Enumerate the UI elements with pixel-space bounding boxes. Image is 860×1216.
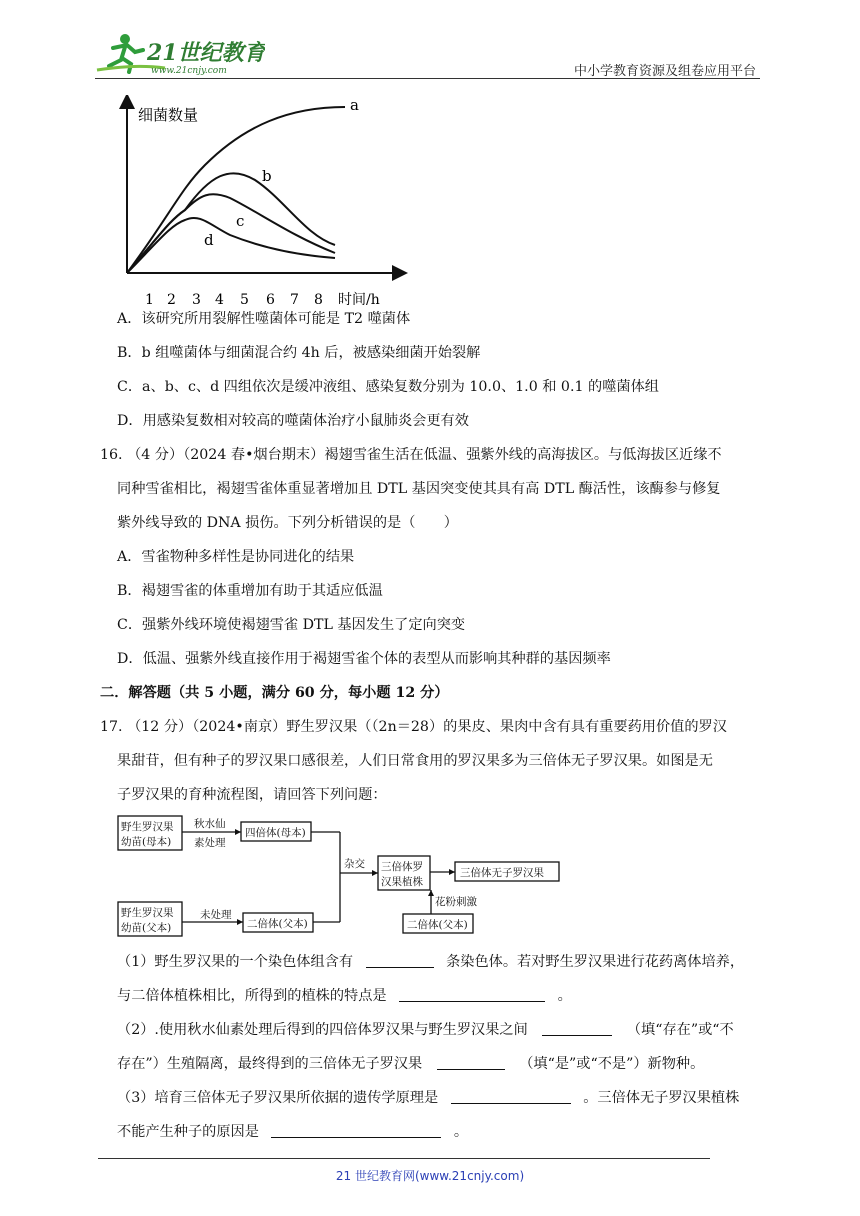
q17-part2-line1 (117, 1019, 734, 1039)
q15-option-b: B．b 组噬菌体与细菌混合约 4h 后，被感染细菌开始裂解 (117, 345, 481, 361)
q16-stem-line1: 16. （4 分）（2024 春•烟台期末）褐翅雪雀生活在低温、强紫外线的高海拔区。与低海拔区近缘不 (100, 447, 722, 463)
label-a: a (350, 96, 359, 114)
q17-p1c: 与二倍体植株相比，所得到的植株的特点是 (117, 988, 387, 1004)
breeding-flowchart (115, 810, 575, 942)
tick-3: 3 (192, 292, 201, 305)
y-axis-label: 细菌数量 (138, 106, 199, 124)
curve-a (127, 107, 345, 273)
answer-blank-5[interactable] (451, 1089, 571, 1104)
label-c: c (236, 212, 245, 230)
seedless-label: 三倍体无子罗汉果 (460, 867, 544, 879)
answer-blank-1[interactable] (366, 953, 434, 968)
q16-stem-line3: 紫外线导致的 DNA 损伤。下列分析错误的是（ ） (117, 515, 458, 531)
label-d: d (204, 231, 214, 249)
q15-option-c: C．a、b、c、d 四组依次是缓冲液组、感染复数分别为 10.0、1.0 和 0.1 的噬菌体组 (117, 379, 659, 395)
footer-divider (98, 1158, 710, 1159)
q17-p3d: 。 (453, 1124, 469, 1140)
tick-2: 2 (167, 292, 176, 305)
answer-blank-3[interactable] (542, 1021, 612, 1036)
q17-p1a: （1）野生罗汉果的一个染色体组含有 (117, 954, 354, 970)
tick-6: 6 (266, 292, 275, 305)
q17-part3-line1 (117, 1087, 739, 1107)
label-b: b (262, 167, 272, 185)
q17-p1b: 条染色体。若对野生罗汉果进行花药离体培养， (446, 954, 745, 970)
wild-mother-line1: 野生罗汉果 (121, 821, 174, 833)
platform-name: 中小学教育资源及组卷应用平台 (573, 64, 756, 79)
q17-p2d: （填“是”或“不是”）新物种。 (519, 1056, 705, 1072)
curve-c (127, 194, 335, 273)
section-heading: 二．解答题（共 5 小题，满分 60 分，每小题 12 分） (100, 685, 449, 701)
q16-option-a: A．雪雀物种多样性是协同进化的结果 (117, 549, 355, 565)
tick-8: 8 (314, 292, 323, 305)
q17-stem-line2: 果甜苷，但有种子的罗汉果口感很差，人们日常食用的罗汉果多为三倍体无子罗汉果。如图是无 (117, 753, 713, 769)
diploid-father-label: 二倍体(父本) (247, 918, 308, 930)
wild-father-line1: 野生罗汉果 (121, 907, 174, 919)
q17-p2a: （2）.使用秋水仙素处理后得到的四倍体罗汉果与野生罗汉果之间 (117, 1022, 528, 1038)
footer-link[interactable]: 21 世纪教育网(www.21cnjy.com) (335, 1169, 525, 1183)
wild-father-line2: 幼苗(父本) (121, 922, 172, 934)
q17-part1-line2 (117, 985, 572, 1005)
wild-mother-line2: 幼苗(母本) (121, 836, 172, 848)
q15-option-d: D．用感染复数相对较高的噬菌体治疗小鼠肺炎会更有效 (117, 413, 469, 429)
tetraploid-label: 四倍体(母本) (245, 827, 306, 839)
q16-option-b: B．褐翅雪雀的体重增加有助于其适应低温 (117, 583, 383, 599)
triploid-line1: 三倍体罗 (381, 861, 423, 873)
q16-option-c: C．强紫外线环境使褐翅雪雀 DTL 基因发生了定向突变 (117, 617, 466, 633)
logo-sub-text: www.21cnjy.com (151, 66, 227, 76)
q17-p2c: 存在”）生殖隔离，最终得到的三倍体无子罗汉果 (117, 1056, 423, 1072)
logo-main-text: 21世纪教育 (147, 40, 265, 66)
colchicine-line2: 素处理 (194, 837, 226, 849)
q17-part1-line1 (117, 951, 744, 971)
pollen-label: 花粉刺激 (435, 896, 477, 908)
q17-part2-line2 (117, 1053, 704, 1073)
x-ticks (145, 292, 323, 305)
q17-p1d: 。 (557, 988, 572, 1004)
site-logo (95, 30, 265, 76)
q17-stem-line1: 17. （12 分）（2024•南京）野生罗汉果（（2n＝28）的果皮、果肉中含有具有重要药用价值的罗汉 (100, 719, 727, 735)
curve-d (127, 218, 335, 273)
answer-blank-6[interactable] (271, 1123, 441, 1138)
bacteria-growth-graph (110, 95, 410, 305)
q17-p3c: 不能产生种子的原因是 (117, 1124, 259, 1140)
triploid-line2: 汉果植株 (381, 876, 423, 888)
answer-blank-4[interactable] (437, 1055, 505, 1070)
q17-p2b: （填“存在”或“不 (626, 1022, 734, 1038)
q17-p3b: 。三倍体无子罗汉果植株 (583, 1090, 740, 1106)
q17-part3-line2 (117, 1121, 468, 1141)
tick-4: 4 (215, 292, 224, 305)
cross-label: 杂交 (344, 858, 365, 870)
tick-1: 1 (145, 292, 154, 305)
colchicine-line1: 秋水仙 (194, 818, 226, 830)
untreated-label: 未处理 (200, 909, 232, 921)
curve-b (127, 173, 335, 273)
q17-p3a: （3）培育三倍体无子罗汉果所依据的遗传学原理是 (117, 1090, 439, 1106)
q17-stem-line3: 子罗汉果的育种流程图，请回答下列问题： (117, 787, 387, 803)
q16-stem-line2: 同种雪雀相比，褐翅雪雀体重显著增加且 DTL 基因突变使其具有高 DTL 酶活性，该酶参与修复 (117, 481, 721, 497)
header-divider (95, 78, 760, 79)
answer-blank-2[interactable] (399, 987, 545, 1002)
tick-7: 7 (290, 292, 299, 305)
diploid-father-2-label: 二倍体(父本) (407, 919, 468, 931)
q15-option-a: A．该研究所用裂解性噬菌体可能是 T2 噬菌体 (117, 311, 411, 327)
q16-option-d: D．低温、强紫外线直接作用于褐翅雪雀个体的表型从而影响其种群的基因频率 (117, 651, 611, 667)
x-axis-label: 时间/h (338, 292, 380, 305)
tick-5: 5 (240, 292, 249, 305)
